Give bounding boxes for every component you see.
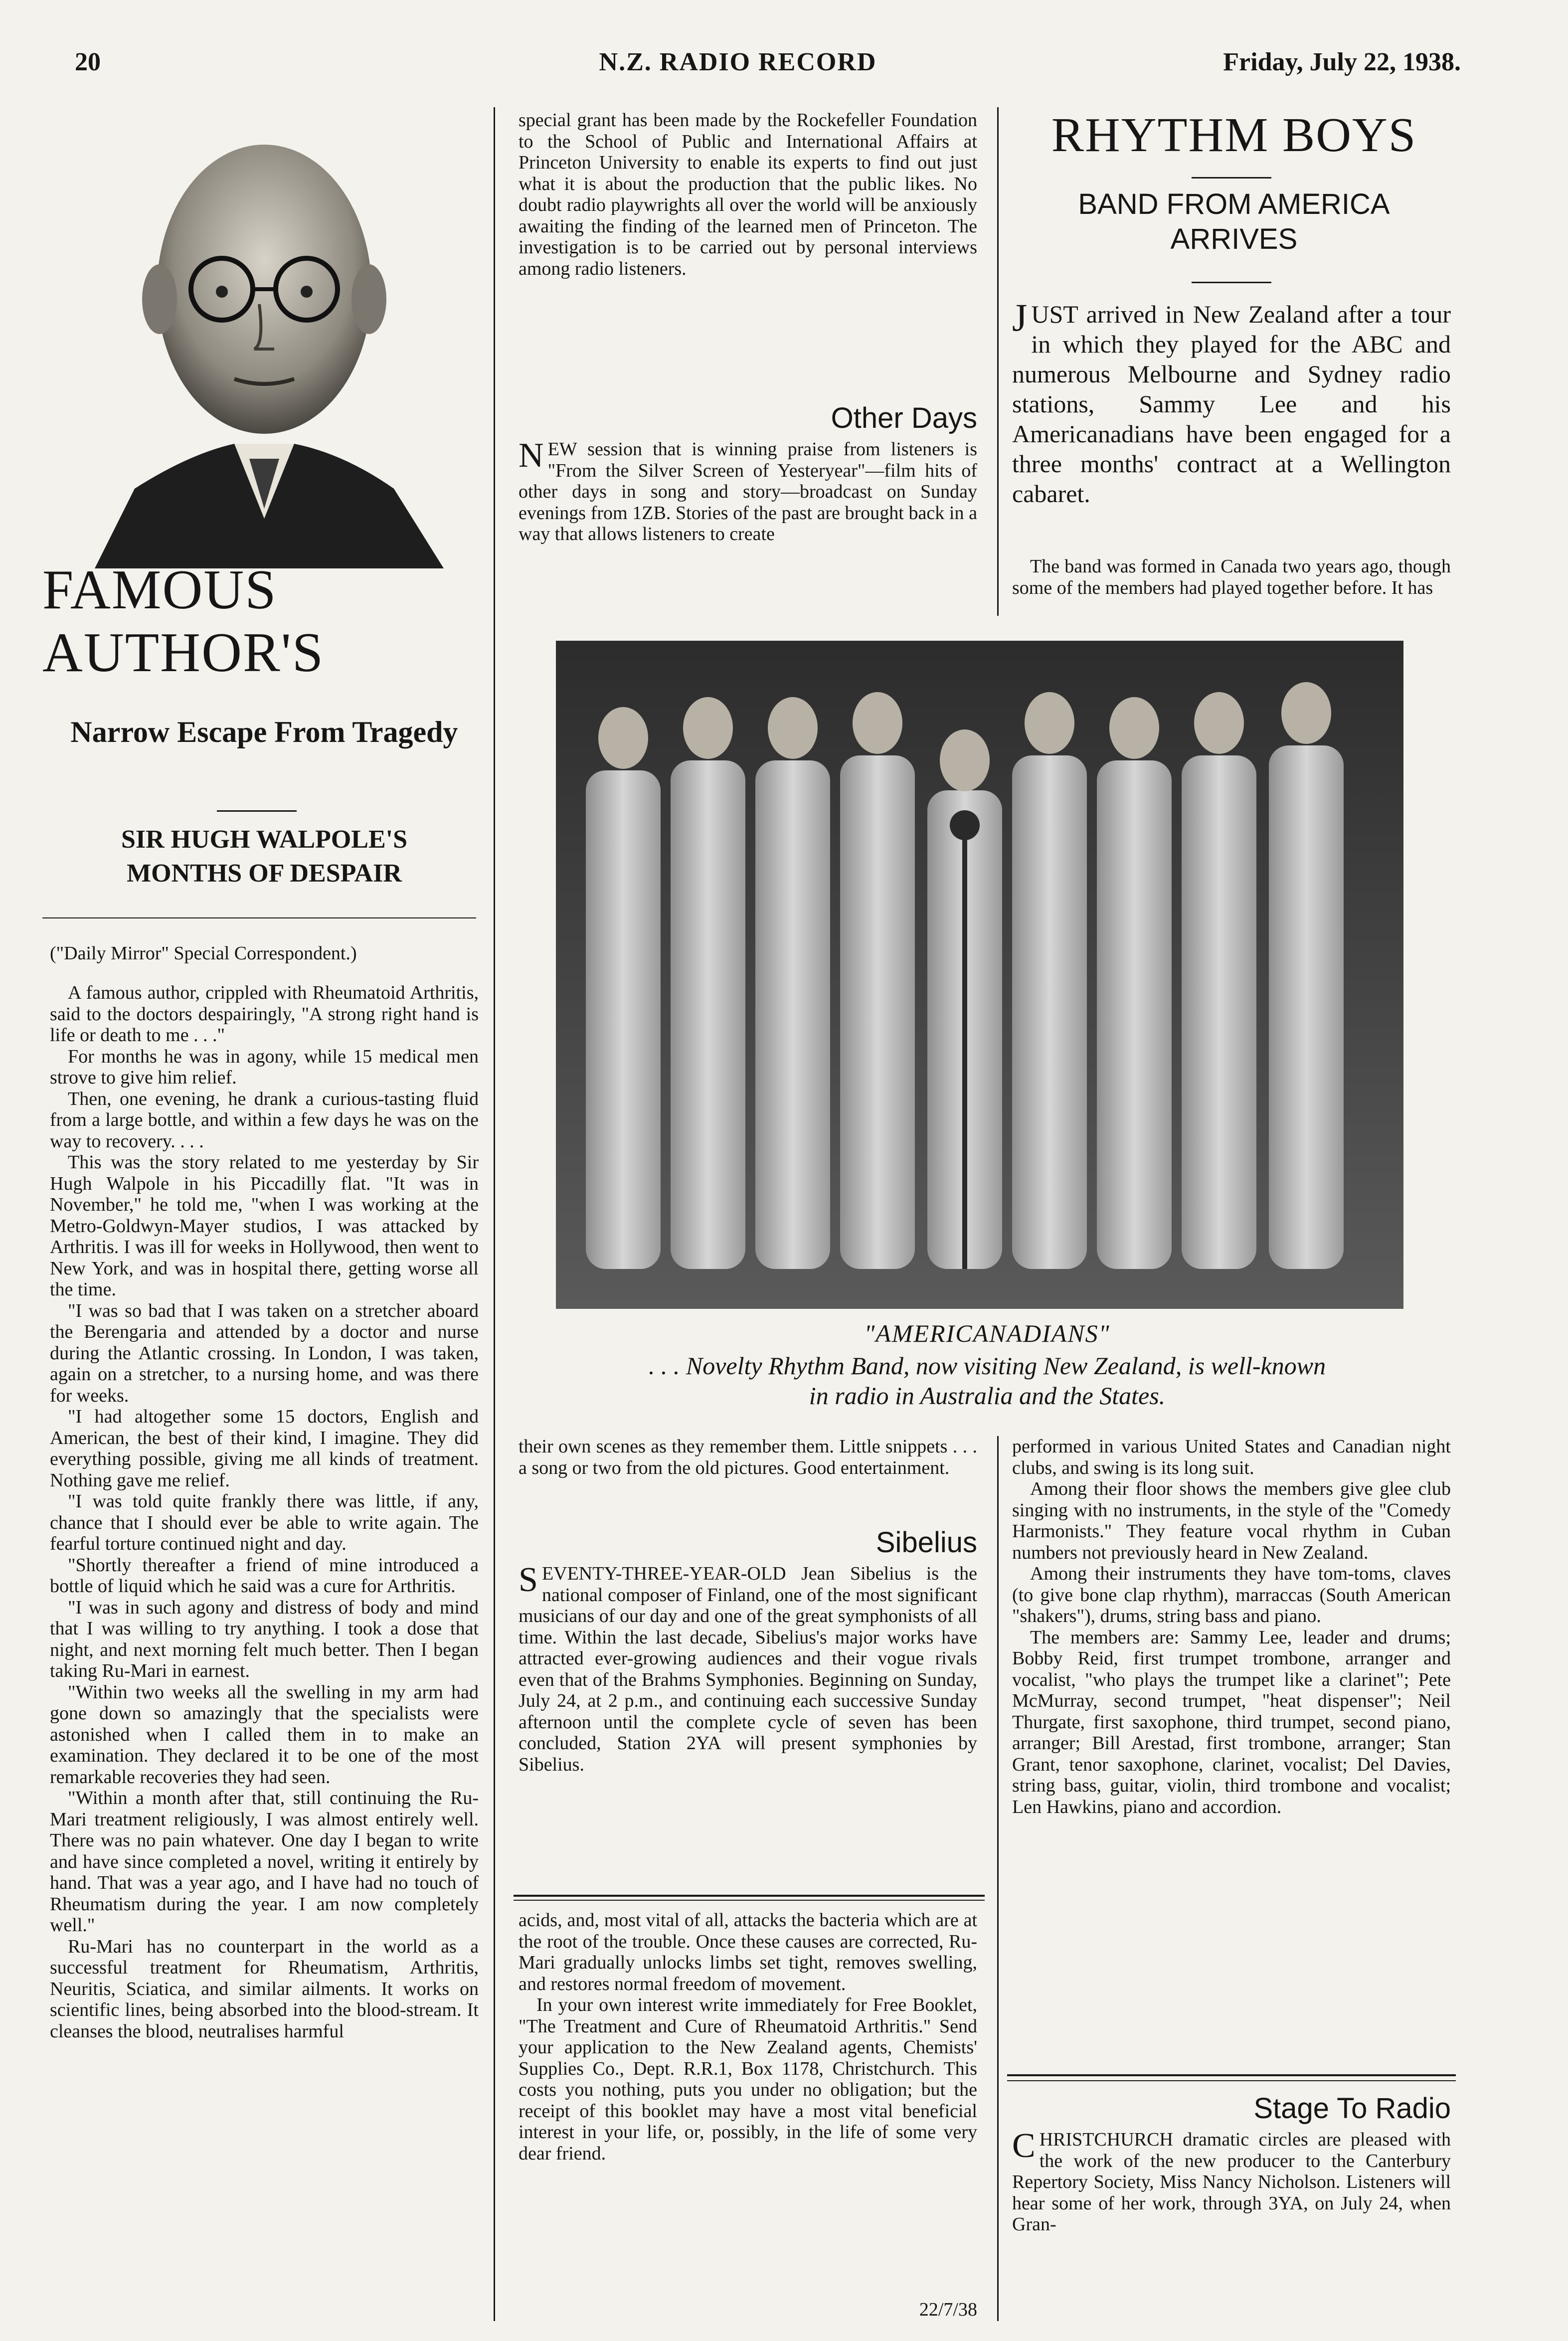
article-paragraph: Then, one evening, he drank a curious-tasting fluid from a large bottle, and within a few days he was on the way to recovery. . . .	[50, 1088, 479, 1152]
article-paragraph: "Within a month after that, still continuing the Ru-Mari treatment religiously, I was almost entirely well. There was no pain whatever. One day I began to write and have since completed a novel, writing it entirely by hand. That was a year ago, and I have had no touch of Rheumatism during the year. I am now completely well."	[50, 1788, 479, 1936]
other-days-article	[519, 436, 977, 545]
other-days-dropcap: N	[519, 436, 544, 475]
column-rule-right-bottom	[997, 1436, 999, 2321]
ad-divider	[514, 1895, 985, 1897]
article-subtitle: Narrow Escape From Tragedy	[70, 716, 458, 748]
rhythm-divider-2	[1192, 282, 1271, 283]
rhythm-boys-continued	[1012, 1436, 1451, 2059]
other-days-continued-text: their own scenes as they remember them. Little snippets . . . a song or two from the old pictures. Good entertainment.	[519, 1436, 977, 1478]
ad-code: 22/7/38	[919, 2299, 977, 2320]
article-byline: ("Daily Mirror" Special Correspondent.)	[50, 943, 357, 964]
continued-paragraph: acids, and, most vital of all, attacks the bacteria which are at the root of the trouble. Once these causes are corrected, Ru-Mari gradually unlocks limbs set tight, removes swelling, and restores normal freedom of movement.	[519, 1910, 977, 1994]
photo-caption-title: "AMERICANADIANS"	[864, 1319, 1110, 1347]
author-article-body	[50, 982, 479, 2324]
rhythm-boys-para2	[1012, 556, 1451, 611]
rhythm-boys-lead	[1012, 296, 1451, 509]
article-paragraph: "Within two weeks all the swelling in my arm had gone down so amazingly that the specialists were astonished when I called them in to make an examination. They declared it to be one of the most remarkable recoveries they had seen.	[50, 1681, 479, 1788]
article-paragraph: A famous author, crippled with Rheumatoid Arthritis, said to the doctors despairingly, "A strong right hand is life or death to me . . ."	[50, 982, 479, 1046]
stage-dropcap: C	[1012, 2127, 1036, 2165]
rhythm-continued-paragraph: The members are: Sammy Lee, leader and drums; Bobby Reid, first trumpet trombone, arranger and vocalist, "who plays the trumpet like a clarinet"; Pete McMurray, second trumpet, "heat dispenser"; Neil Thurgate, first saxophone, third trumpet, second piano, arranger; Bill Arestad, first trombone, arranger; Stan Grant, tenor saxophone, clarinet, vocalist; Del Davies, string bass, guitar, violin, third trombone and vocalist; Len Hawkins, piano and accordion.	[1012, 1626, 1451, 1817]
article-subhead: SIR HUGH WALPOLE'S MONTHS OF DESPAIR	[121, 825, 408, 888]
stage-divider-thin	[1007, 2080, 1456, 2081]
other-days-text: EW session that is winning praise from listeners is "From the Silver Screen of Yesteryear"—film hits of other days in song and story—broadcast on Sunday evenings from 1ZB. Stories of the past are brought back in a way that allows listeners to create	[519, 439, 977, 544]
rhythm-continued-paragraph: Among their floor shows the members give glee club singing with no instruments, in the style of the "Comedy Harmonists." They feature vocal rhythm in Cuban numbers not previously heard in New Zealand.	[1012, 1478, 1451, 1563]
article-paragraph: "Shortly thereafter a friend of mine introduced a bottle of liquid which he said was a cure for Arthritis.	[50, 1554, 479, 1597]
ad-divider-thin	[514, 1900, 985, 1901]
grant-paragraph: special grant has been made by the Rockefeller Foundation to the School of Public and International Affairs at Princeton University to enable its experts to find out just what it is about the production that the public likes. No doubt radio playwrights all over the world will be anxiously awaiting the finding of the learned men of Princeton. The investigation is to be carried out by personal interviews among radio listeners.	[519, 110, 977, 279]
page-number: 20	[75, 48, 101, 76]
article-paragraph: This was the story related to me yesterday by Sir Hugh Walpole in his Piccadilly flat. "It was in November," he told me, "when I was working at the Metro-Goldwyn-Mayer studios, I was attacked by Arthritis. I was ill for weeks in Hollywood, then went to New York, and was in hospital there, getting worse all the time.	[50, 1152, 479, 1300]
photo-caption-line2: in radio in Australia and the States.	[809, 1382, 1166, 1410]
rhythm-continued-paragraph: performed in various United States and Canadian night clubs, and swing is its long suit.	[1012, 1436, 1451, 1478]
article-title: FAMOUS AUTHOR'S	[42, 559, 325, 684]
rhythm-divider-1	[1192, 177, 1271, 179]
subhead-divider	[42, 917, 476, 918]
article-paragraph: For months he was in agony, while 15 medical men strove to give him relief.	[50, 1046, 479, 1088]
article-paragraph: Ru-Mari has no counterpart in the world as a successful treatment for Rheumatism, Arthritis, Neuritis, Sciatica, and similar ailments. It works on scientific lines, being absorbed into the blood-stream. It cleanses the blood, neutralises harmful	[50, 1936, 479, 2042]
sibelius-text: EVENTY-THREE-YEAR-OLD Jean Sibelius is the national composer of Finland, one of the most significant musicians of our day and one of the great symphonists of all time. Within the last decade, Sibelius's major works have attracted ever-growing audiences and their vogue rivals even that of the Brahms Symphonies. Beginning on Sunday, July 24, at 2 p.m., and continuing each successive Sunday afternoon until the complete cycle of seven has been concluded, Station 2YA will present symphonies by Sibelius.	[519, 1563, 977, 1775]
sibelius-article	[519, 1563, 977, 1775]
rhythm-boys-headline: RHYTHM BOYS	[1051, 108, 1417, 162]
column-rule-right-top	[997, 107, 999, 616]
article-paragraph: "I was told quite frankly there was little, if any, chance that I should ever be able to write again. The fearful torture continued night and day.	[50, 1491, 479, 1554]
other-days-continued	[519, 1436, 977, 1478]
continued-paragraph: In your own interest write immediately for Free Booklet, "The Treatment and Cure of Rheumatoid Arthritis." Send your application to the New Zealand agents, Chemists' Supplies Co., Dept. R.R.1, Box 1178, Christchurch. This costs you nothing, puts you under no obligation; but the receipt of this booklet may have a most vital beneficial interest in your life, or, possibly, in the life of some very dear friend.	[519, 1994, 977, 2164]
rhythm-dropcap: J	[1012, 296, 1028, 339]
sibelius-dropcap: S	[519, 1561, 538, 1599]
publication-title: N.Z. RADIO RECORD	[599, 48, 877, 76]
stage-divider	[1007, 2074, 1456, 2076]
rhythm-continued-paragraph: Among their instruments they have tom-toms, claves (to give bone clap rhythm), marraccas (South American "shakers"), drums, string bass and piano.	[1012, 1563, 1451, 1626]
column-rule-left	[494, 107, 495, 2321]
band-photo	[556, 641, 1403, 1309]
sibelius-heading: Sibelius	[875, 1526, 977, 1559]
stage-to-radio-article	[1012, 2129, 1451, 2235]
article-paragraph: "I had altogether some 15 doctors, English and American, the best of their kind, I imagine. They did everything possible, giving me all kinds of treatment. Nothing gave me relief.	[50, 1406, 479, 1491]
issue-date: Friday, July 22, 1938.	[1223, 48, 1461, 76]
article-paragraph: "I was in such agony and distress of body and mind that I was willing to try anything. I took a dose that night, and next morning felt much better. Then I began taking Ru-Mari in earnest.	[50, 1597, 479, 1681]
rhythm-paragraph: The band was formed in Canada two years ago, though some of the members had played together before. It has	[1012, 556, 1451, 598]
other-days-heading: Other Days	[831, 402, 977, 434]
rhythm-lead-text: UST arrived in New Zealand after a tour in which they played for the ABC and numerous Melbourne and Sydney radio stations, Sammy Lee and his Americanadians have been engaged for a three months' contract at a Wellington cabaret.	[1012, 300, 1451, 508]
author-article-continued	[519, 1910, 977, 2164]
title-divider	[217, 810, 297, 812]
photo-caption-line1: . . . Novelty Rhythm Band, now visiting New Zealand, is well-known	[648, 1352, 1326, 1380]
rhythm-boys-subhead: BAND FROM AMERICA ARRIVES	[1078, 188, 1390, 255]
portrait-photo	[85, 110, 444, 568]
stage-to-radio-heading: Stage To Radio	[1253, 2092, 1451, 2125]
article-paragraph: "I was so bad that I was taken on a stretcher aboard the Berengaria and attended by a doctor and nurse during the Atlantic crossing. In London, I was taken, again on a stretcher, to a nursing home, and was there for weeks.	[50, 1300, 479, 1406]
stage-text: HRISTCHURCH dramatic circles are pleased with the work of the new producer to the Canterbury Repertory Society, Miss Nancy Nicholson. Listeners will hear some of her work, through 3YA, on July 24, when Gran-	[1012, 2129, 1451, 2235]
grant-article	[519, 110, 977, 279]
